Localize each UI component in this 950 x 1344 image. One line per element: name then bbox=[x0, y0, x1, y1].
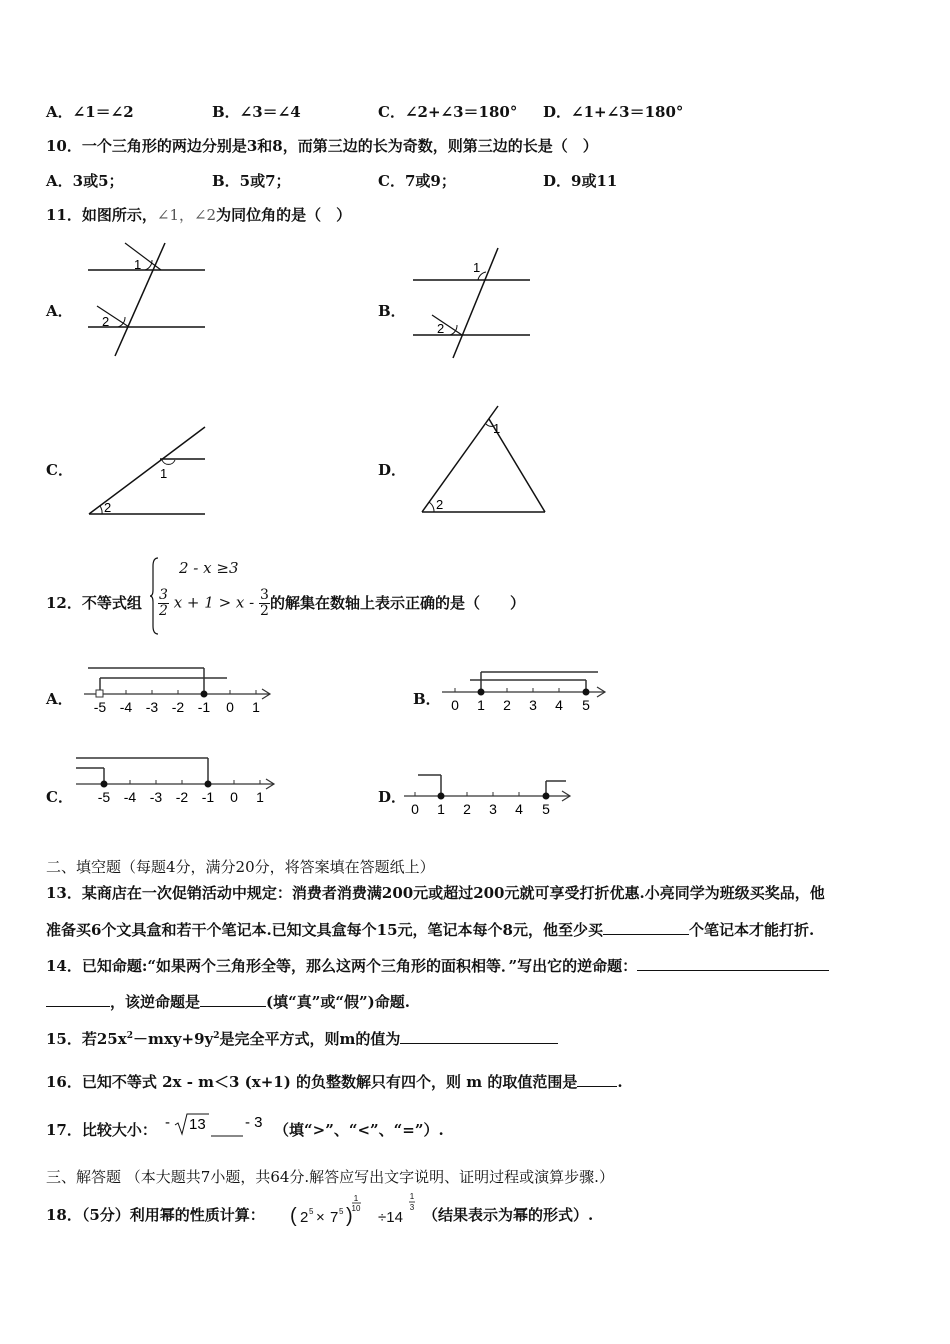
svg-text:3: 3 bbox=[489, 801, 497, 817]
q18-stem: 18．（5分）利用幂的性质计算： bbox=[46, 1206, 265, 1224]
svg-text:1: 1 bbox=[252, 699, 260, 715]
fig-d-label-1: 1 bbox=[493, 421, 501, 436]
q11-figure-d bbox=[418, 402, 558, 522]
q10-option-a: A．3或5； bbox=[46, 172, 124, 190]
svg-text:0: 0 bbox=[226, 699, 234, 715]
q14-line1: 14．已知命题:“如果两个三角形全等，那么这两个三角形的面积相等．”写出它的逆命题： bbox=[46, 956, 829, 975]
svg-text:10: 10 bbox=[351, 1204, 361, 1213]
svg-text:5: 5 bbox=[582, 697, 590, 713]
q12-numberline-c bbox=[72, 756, 282, 806]
svg-text:0: 0 bbox=[411, 801, 419, 817]
svg-text:3: 3 bbox=[409, 1203, 415, 1212]
q11-figure-a bbox=[85, 240, 215, 360]
svg-text:1: 1 bbox=[256, 789, 264, 805]
section-3-title: 三、解答题 （本大题共7小题，共64分.解答应写出文字说明、证明过程或演算步骤.） bbox=[46, 1168, 614, 1186]
q14-converse-blank-cont[interactable] bbox=[46, 992, 110, 1007]
svg-text:-3: -3 bbox=[145, 699, 159, 715]
q13-line2: 准备买6个文具盒和若干个笔记本.已知文具盒每个15元，笔记本每个8元，他至少买 个笔记本才能打折. bbox=[46, 921, 815, 939]
svg-text:1: 1 bbox=[437, 801, 445, 817]
fig-a-label-2: 2 bbox=[102, 314, 110, 329]
q9-option-a: A．∠1＝∠2 bbox=[46, 103, 134, 121]
svg-text:-2: -2 bbox=[175, 789, 189, 805]
fig-c-label-1: 1 bbox=[160, 466, 168, 481]
q12-inequality-2: $\frac{3}{2}$ x + 1 > x - $\frac{3}{2}$ bbox=[159, 587, 269, 619]
q17-hint: （填“>”、“<”、“=”）. bbox=[274, 1121, 444, 1139]
q9-option-b: B．∠3＝∠4 bbox=[212, 103, 301, 121]
q13-answer-blank[interactable] bbox=[603, 920, 689, 935]
fig-b-label-2: 2 bbox=[437, 321, 445, 336]
q9-option-c: C．∠2+∠3＝180° bbox=[378, 103, 518, 121]
q12-option-d: D． bbox=[378, 788, 407, 806]
svg-text:-: - bbox=[165, 1114, 170, 1131]
q10-option-d: D．9或11 bbox=[543, 172, 618, 190]
svg-text:-5: -5 bbox=[93, 699, 107, 715]
svg-text:-4: -4 bbox=[119, 699, 133, 715]
svg-text:4: 4 bbox=[555, 697, 563, 713]
q10-option-b: B．5或7； bbox=[212, 172, 291, 190]
svg-text:5: 5 bbox=[542, 801, 550, 817]
q11-option-d: D． bbox=[378, 461, 407, 479]
q17-stem: 17．比较大小： bbox=[46, 1121, 157, 1139]
svg-text:13: 13 bbox=[189, 1116, 206, 1133]
q14-truth-blank[interactable] bbox=[200, 992, 266, 1007]
svg-text:(: ( bbox=[290, 1205, 297, 1227]
q11-figure-b bbox=[410, 245, 540, 365]
q16-answer-blank[interactable] bbox=[577, 1072, 617, 1087]
svg-text:×: × bbox=[316, 1209, 325, 1226]
q12-option-a: A． bbox=[46, 690, 73, 708]
q12-numberline-b bbox=[440, 668, 630, 718]
q11-angles: ∠1，∠2 bbox=[156, 206, 217, 224]
svg-text:2: 2 bbox=[503, 697, 511, 713]
fig-b-label-1: 1 bbox=[473, 260, 481, 275]
q18-expression bbox=[290, 1192, 420, 1232]
q16-stem: 16．已知不等式 2x - m＜3 (x+1) 的负整数解只有四个，则 m 的取值范围是 . bbox=[46, 1073, 623, 1091]
svg-text:4: 4 bbox=[515, 801, 523, 817]
fig-d-label-2: 2 bbox=[436, 497, 444, 512]
q11-option-b: B． bbox=[378, 302, 406, 320]
q10-stem: 10．一个三角形的两边分别是3和8，而第三边的长为奇数，则第三边的长是（ ） bbox=[46, 137, 598, 155]
svg-text:): ) bbox=[346, 1205, 353, 1227]
q9-option-d: D．∠1+∠3＝180° bbox=[543, 103, 684, 121]
q11-stem: 11．如图所示，∠1，∠2为同位角的是（ ） bbox=[46, 206, 352, 224]
svg-text:1: 1 bbox=[477, 697, 485, 713]
svg-text:1: 1 bbox=[353, 1194, 359, 1203]
svg-text:÷14: ÷14 bbox=[378, 1209, 403, 1226]
q14-line2: ，该逆命题是 (填“真”或“假”)命题. bbox=[46, 992, 410, 1011]
fig-a-label-1: 1 bbox=[134, 257, 142, 272]
q13-line1: 13．某商店在一次促销活动中规定：消费者消费满200元或超过200元就可享受打折优惠.小亮同学为班级买奖品，他 bbox=[46, 884, 825, 902]
q15-answer-blank[interactable] bbox=[400, 1029, 558, 1044]
svg-text:0: 0 bbox=[451, 697, 459, 713]
q12-option-c: C． bbox=[46, 788, 73, 806]
q11-option-c: C． bbox=[46, 461, 73, 479]
svg-text:-5: -5 bbox=[97, 789, 111, 805]
svg-text:-2: -2 bbox=[171, 699, 185, 715]
q12-numberline-d bbox=[400, 772, 600, 822]
q15-stem: 15．若$25x^2-mxy+9y^2$是完全平方式，则m的值为 bbox=[46, 1027, 558, 1048]
q14-converse-blank[interactable] bbox=[637, 956, 829, 971]
q12-prefix: 12．不等式组 bbox=[46, 594, 142, 612]
q12-numberline-a bbox=[80, 666, 280, 716]
svg-text:3: 3 bbox=[529, 697, 537, 713]
svg-text:-3: -3 bbox=[149, 789, 163, 805]
svg-text:-4: -4 bbox=[123, 789, 137, 805]
q18-tail: （结果表示为幂的形式）. bbox=[423, 1206, 594, 1224]
section-2-title: 二、填空题（每题4分，满分20分，将答案填在答题纸上） bbox=[46, 858, 435, 876]
q12-inequality-1: 2 - x ≥3 bbox=[179, 559, 239, 577]
svg-text:5: 5 bbox=[309, 1207, 314, 1216]
svg-text:0: 0 bbox=[230, 789, 238, 805]
q11-figure-c bbox=[85, 422, 215, 522]
q11-option-a: A． bbox=[46, 302, 73, 320]
q10-option-c: C．7或9； bbox=[378, 172, 456, 190]
svg-text:- 3: - 3 bbox=[245, 1114, 263, 1131]
svg-text:1: 1 bbox=[409, 1192, 415, 1201]
svg-text:-1: -1 bbox=[201, 789, 215, 805]
q12-stem-tail: 的解集在数轴上表示正确的是（ ） bbox=[270, 594, 526, 612]
q12-option-b: B． bbox=[413, 690, 441, 708]
fig-c-label-2: 2 bbox=[104, 500, 112, 515]
svg-text:-1: -1 bbox=[197, 699, 211, 715]
svg-text:2: 2 bbox=[300, 1209, 309, 1226]
svg-text:5: 5 bbox=[339, 1207, 344, 1216]
svg-text:7: 7 bbox=[330, 1209, 339, 1226]
svg-text:2: 2 bbox=[463, 801, 471, 817]
